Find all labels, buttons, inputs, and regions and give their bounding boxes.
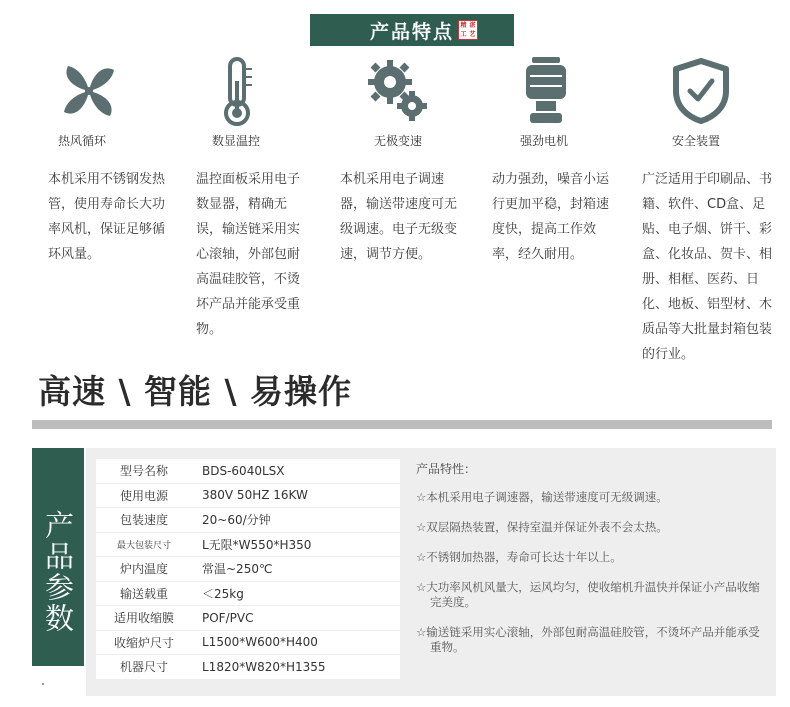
decorative-dot (42, 683, 44, 685)
param-value: BDS-6040LSX (202, 463, 285, 478)
param-label: 型号名称 (119, 464, 168, 479)
param-label: 输送载重 (119, 586, 168, 601)
param-label: 适用收缩膜 (113, 611, 174, 626)
feature-title: 无极变速 (374, 134, 423, 148)
param-row (96, 484, 400, 508)
param-row (96, 606, 400, 630)
param-row (96, 508, 400, 532)
param-value: L1820*W820*H1355 (202, 659, 326, 674)
product-feature-item: ☆双层隔热装置，保持室温并保证外表不会太热。 (416, 520, 668, 534)
feature-motor (492, 52, 642, 267)
product-feature-item: ☆大功率风机风量大，运风均匀，使收缩机升温快并保证小产品收缩完美度。 (416, 580, 760, 609)
feature-temp-control (196, 52, 346, 342)
params-side-tab: 产品参数 (32, 448, 84, 666)
feature-desc: 本机采用不锈钢发热管，使用寿命长大功率风机，保证足够循环风量。 (48, 172, 166, 262)
feature-title: 安全装置 (672, 134, 721, 148)
gears-icon (340, 52, 490, 130)
param-value: POF/PVC (202, 610, 254, 625)
param-row (96, 459, 400, 483)
param-row (96, 631, 400, 655)
feature-speed (340, 52, 490, 267)
param-row (96, 655, 400, 679)
feature-title: 数显温控 (212, 134, 261, 148)
section-banner (310, 14, 514, 46)
divider-bar (32, 420, 772, 429)
feature-desc: 动力强劲，噪音小运行更加平稳，封箱速度快，提高工作效率，经久耐用。 (492, 172, 610, 262)
slogan-heading: 高速 \ 智能 \ 易操作 (38, 372, 353, 411)
product-feature-item: ☆输送链采用实心滚轴，外部包耐高温硅胶管，不烫坏产品并能承受重物。 (416, 625, 760, 654)
feature-desc: 本机采用电子调速器，输送带速度可无级调速。电子无级变速，调节方便。 (340, 172, 458, 262)
param-value: 380V 50HZ 16KW (202, 488, 308, 503)
shield-check-icon (642, 52, 790, 130)
feature-title: 强劲电机 (520, 134, 569, 148)
product-features-list (416, 460, 766, 670)
feature-hot-air (48, 52, 198, 267)
param-value: 20~60/分钟 (202, 513, 271, 528)
thermometer-icon (196, 52, 346, 130)
motor-icon (492, 52, 642, 130)
param-value: 常温~250℃ (202, 562, 273, 577)
params-table (96, 459, 400, 680)
banner-title: 产品特点 (369, 20, 454, 43)
param-label: 炉内温度 (119, 562, 168, 577)
param-label: 收缩炉尺寸 (113, 635, 174, 650)
param-value: L1500*W600*H400 (202, 635, 318, 650)
product-feature-item: ☆不锈钢加热器，寿命可长达十年以上。 (416, 550, 622, 564)
param-label: 包装速度 (119, 513, 168, 528)
feature-safety (642, 52, 790, 367)
param-value: L无限*W550*H350 (202, 537, 312, 552)
product-feature-item: ☆本机采用电子调速器，输送带速度可无级调速。 (416, 490, 668, 504)
seal-logo: 精 湛 工 艺 (458, 20, 478, 40)
feature-desc: 广泛适用于印刷品、书籍、软件、CD盒、足贴、电子烟、饼干、彩盒、化妆品、贺卡、相册、相框、医药、日化、地板、铝型材、木质品等大批量封箱包装的行业。 (642, 172, 773, 362)
fan-icon (48, 52, 198, 130)
feature-desc: 温控面板采用电子数显器，精确无误，输送链采用实心滚轴，外部包耐高温硅胶管，不烫坏产品并能承受重物。 (196, 172, 301, 337)
product-features-title: 产品特性： (416, 462, 477, 476)
param-row (96, 533, 400, 557)
param-value: ＜25kg (202, 586, 244, 601)
param-label: 最大包装尺寸 (116, 540, 171, 551)
param-row (96, 557, 400, 581)
param-label: 机器尺寸 (119, 660, 168, 675)
feature-title: 热风循环 (58, 134, 107, 148)
param-row (96, 582, 400, 606)
param-label: 使用电源 (119, 488, 168, 503)
